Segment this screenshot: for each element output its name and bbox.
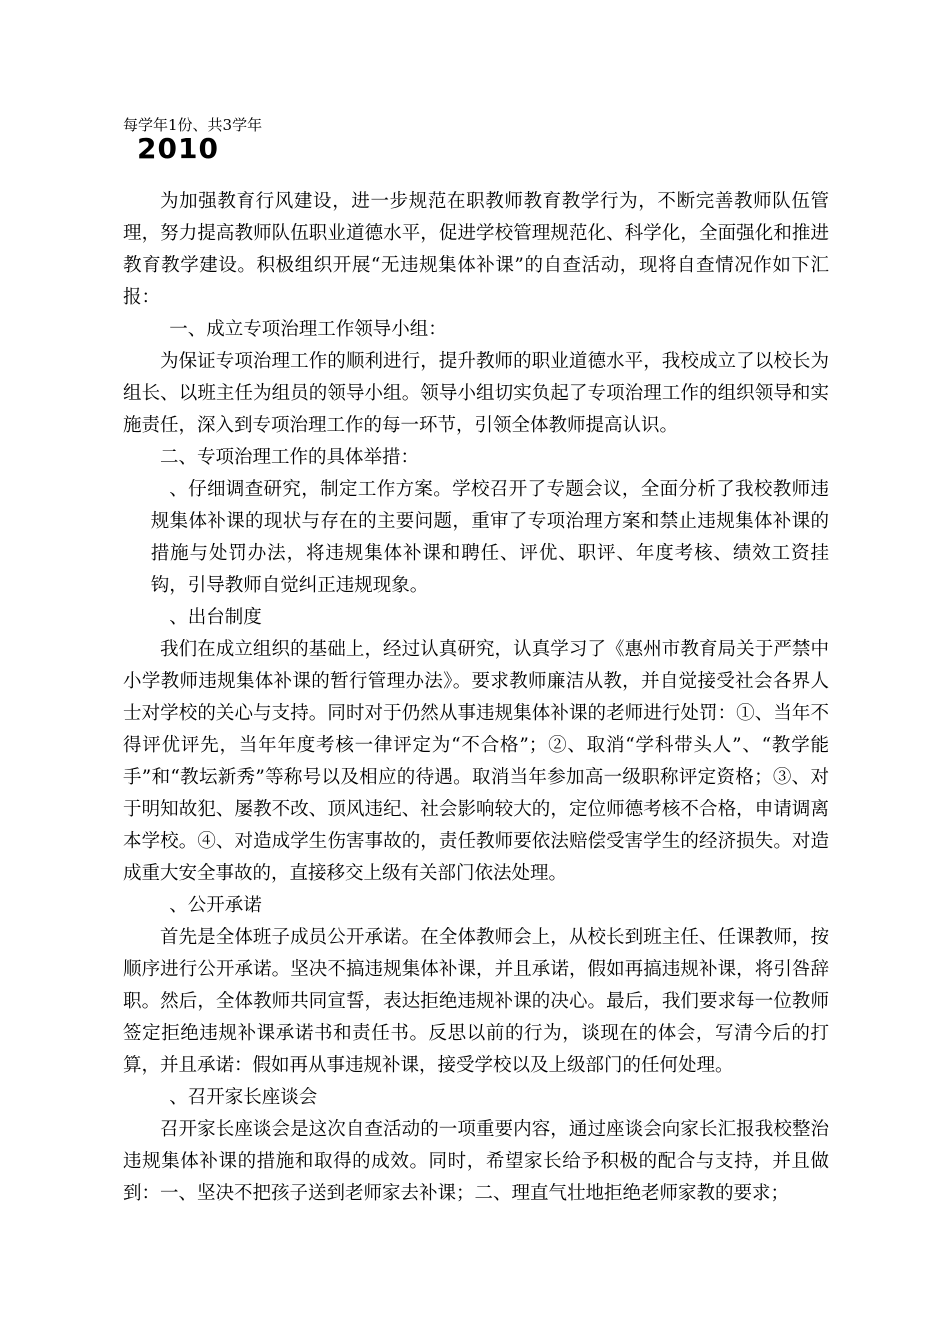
measure-1-paragraph: 、仔细调查研究，制定工作方案。学校召开了专题会议，全面分析了我校教师违规集体补课的现状与存在的主要问题，重审了专项治理方案和禁止违规集体补课的措施与处罚办法，将违规集体补课和聘任、评优、职评、年度考核、绩效工资挂钩，引导教师自觉纠正违规现象。 (150, 479, 829, 596)
section-heading-1: 一、成立专项治理工作领导小组： (169, 319, 447, 340)
intro-paragraph: 为加强教育行风建设，进一步规范在职教师教育教学行为，不断完善教师队伍管理，努力提高教师队伍职业道德水平，促进学校管理规范化、科学化，全面强化和推进教育教学建设。积极组织开展“无违规集体补课”的自查活动，现将自查情况作如下汇报： (123, 191, 829, 308)
document-title: 2010 (137, 132, 219, 165)
measure-4-paragraph: 召开家长座谈会是这次自查活动的一项重要内容，通过座谈会向家长汇报我校整治违规集体补课的措施和取得的成效。同时，希望家长给予积极的配合与支持，并且做到：一、坚决不把孩子送到老师家去补课；二、理直气壮地拒绝老师家教的要求； (123, 1119, 829, 1204)
measure-2-paragraph: 我们在成立组织的基础上，经过认真研究，认真学习了《惠州市教育局关于严禁中小学教师违规集体补课的暂行管理办法》。要求教师廉洁从教，并自觉接受社会各界人士对学校的关心与支持。同时对于仍然从事违规集体补课的老师进行处罚：①、当年不得评优评先，当年年度考核一律评定为“不合格”；②、取消“学科带头人”、“教学能手”和“教坛新秀”等称号以及相应的待遇。取消当年参加高一级职称评定资格；③、对于明知故犯、屡教不改、顶风违纪、社会影响较大的，定位师德考核不合格，申请调离本学校。④、对造成学生伤害事故的，责任教师要依法赔偿受害学生的经济损失。对造成重大安全事故的，直接移交上级有关部门依法处理。 (123, 639, 829, 884)
header-note: 每学年1份、共3学年 (123, 116, 263, 134)
section-heading-2: 二、专项治理工作的具体举措： (160, 447, 420, 468)
section-1-paragraph: 为保证专项治理工作的顺利进行，提升教师的职业道德水平，我校成立了以校长为组长、以班主任为组员的领导小组。领导小组切实负起了专项治理工作的组织领导和实施责任，深入到专项治理工作的每一环节，引领全体教师提高认识。 (123, 351, 829, 436)
measure-3-paragraph: 首先是全体班子成员公开承诺。在全体教师会上，从校长到班主任、任课教师，按顺序进行公开承诺。坚决不搞违规集体补课，并且承诺，假如再搞违规补课，将引咎辞职。然后，全体教师共同宣誓，表达拒绝违规补课的决心。最后，我们要求每一位教师签定拒绝违规补课承诺书和责任书。反思以前的行为，谈现在的体会，写清今后的打算，并且承诺：假如再从事违规补课，接受学校以及上级部门的任何处理。 (123, 927, 829, 1076)
document-body (123, 186, 829, 1210)
measure-2-heading: 、出台制度 (169, 607, 262, 628)
measure-3-heading: 、公开承诺 (169, 895, 262, 916)
measure-4-heading: 、召开家长座谈会 (169, 1087, 318, 1108)
